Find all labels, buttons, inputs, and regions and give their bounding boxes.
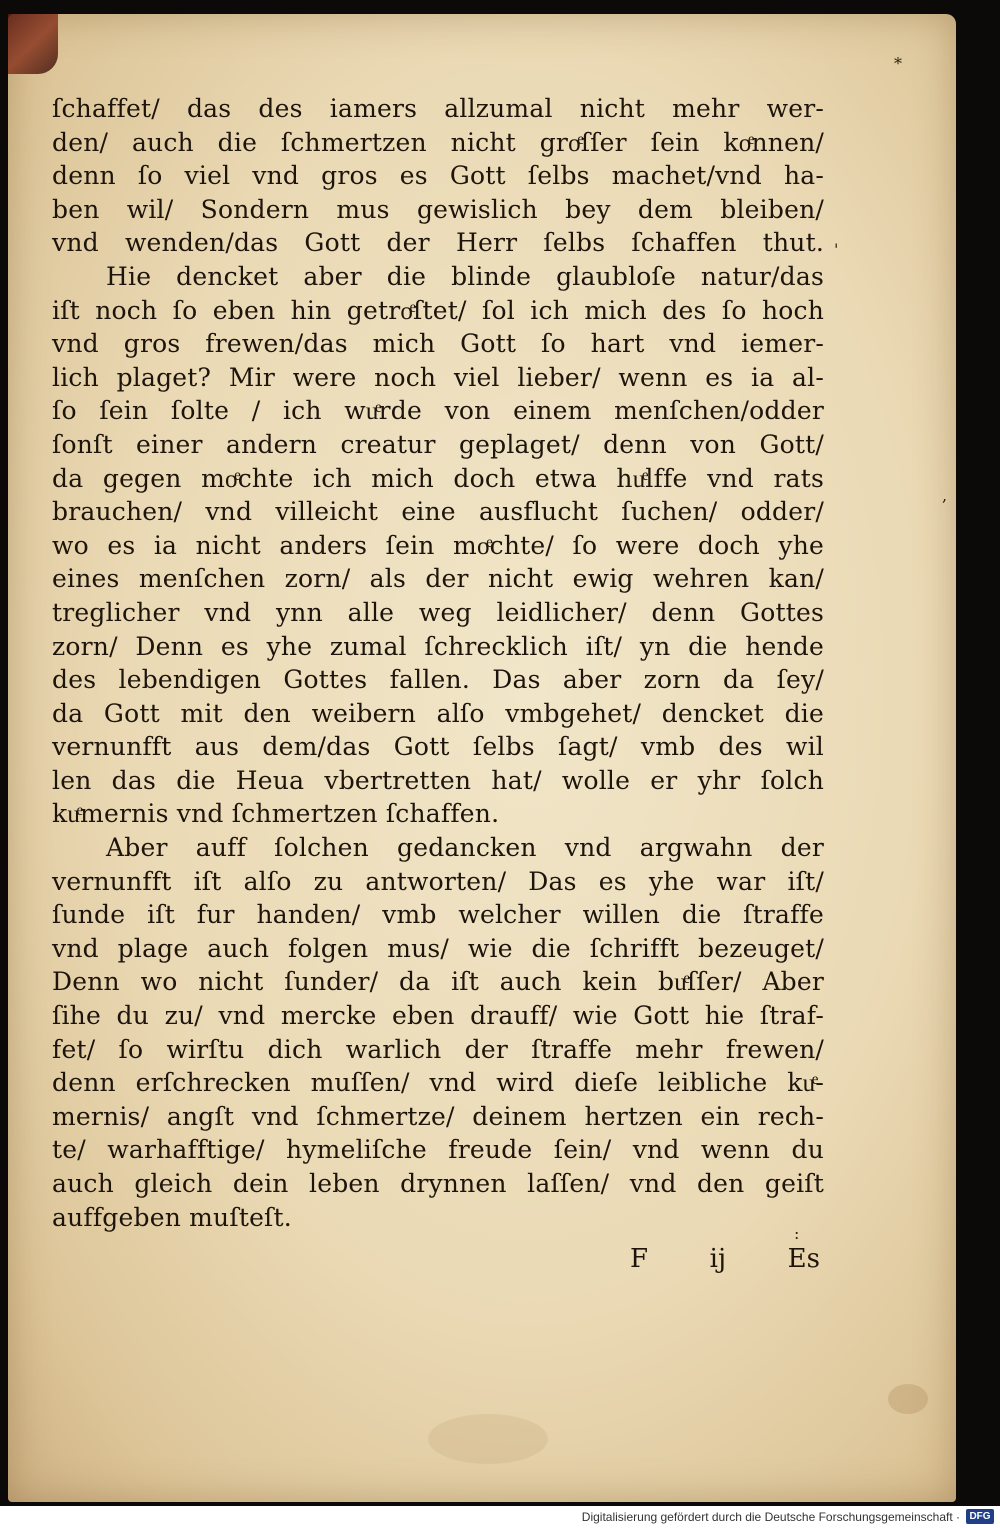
binding-edge	[8, 14, 58, 74]
dfg-logo: DFG	[966, 1509, 994, 1524]
margin-mark: '	[834, 240, 839, 259]
credit-bar	[0, 1506, 1000, 1528]
text-line: auch gleich dein leben drynnen laſſen/ vnd den geiſt	[52, 1169, 824, 1198]
text-line: ben wil/ Sondern mus gewislich bey dem bleiben/	[52, 194, 824, 224]
signature-line	[630, 1244, 820, 1274]
text-line: da gegen moͤchte ich mich doch etwa huͤlffe vnd rats	[52, 463, 824, 493]
text-line: brauchen/ vnd villeicht eine ausflucht ſuchen/ odder/	[52, 497, 824, 527]
text-line: zorn/ Denn es yhe zumal ſchrecklich iſt/ yn die hende	[52, 631, 824, 661]
text-line: des lebendigen Gottes fallen. Das aber zorn da ſey/	[52, 665, 824, 695]
text-line: ſchaffet/ das des iamers allzumal nicht mehr wer-	[52, 94, 824, 123]
paragraph-end-line: kuͤmernis vnd ſchmertzen ſchaffen.	[52, 799, 500, 829]
text-line: ſonſt einer andern creatur geplaget/ denn von Gott/	[52, 429, 824, 459]
text-line: vnd gros frewen/das mich Gott ſo hart vnd iemer-	[52, 329, 824, 359]
paper-stain	[428, 1414, 548, 1464]
text-line: da Gott mit den weibern alſo vmbgehet/ dencket die	[52, 698, 824, 728]
text-line: treglicher vnd ynn alle weg leidlicher/ denn Gottes	[52, 597, 824, 627]
catchword: Es	[787, 1244, 820, 1274]
signature-number: ij	[709, 1244, 727, 1274]
text-line: ſihe du zu/ vnd mercke eben drauff/ wie Gott hie ſtraf-	[52, 1001, 824, 1031]
margin-mark: ,	[942, 486, 948, 505]
body-text	[52, 92, 824, 1234]
text-line: fet/ ſo wirſtu dich warlich der ſtraffe mehr frewen/	[52, 1034, 824, 1064]
text-line: te/ warhafftige/ hymeliſche freude ſein/ vnd wenn du	[52, 1135, 824, 1165]
signature-mark: F	[630, 1244, 649, 1274]
text-line: mernis/ angſt vnd ſchmertze/ deinem hertzen ein rech-	[52, 1101, 824, 1131]
margin-mark: *	[894, 54, 902, 73]
text-line: Denn wo nicht ſunder/ da iſt auch kein buͤſſer/ Aber	[52, 967, 824, 997]
text-line: den/ auch die ſchmertzen nicht groͤſſer ſein koͤnnen/	[52, 127, 824, 157]
text-line: lich plaget? Mir were noch viel lieber/ wenn es ia al-	[52, 362, 824, 392]
text-line: denn ſo viel vnd gros es Gott ſelbs machet/vnd ha-	[52, 161, 824, 191]
text-line: wo es ia nicht anders ſein moͤchte/ ſo were doch yhe	[52, 530, 824, 560]
text-line: ſo ſein ſolte / ich wuͤrde von einem menſchen/odder	[52, 396, 824, 426]
text-line: len das die Heua vbertretten hat/ wolle er yhr ſolch	[52, 765, 824, 795]
funding-credit: Digitalisierung gefördert durch die Deutsche Forschungsgemeinschaft ·	[581, 1510, 960, 1524]
text-line: vnd plage auch folgen mus/ wie die ſchrifft bezeuget/	[52, 933, 824, 963]
paragraph-start-line: Aber auff ſolchen gedancken vnd argwahn der	[106, 833, 824, 863]
margin-mark: :	[794, 1224, 800, 1243]
text-line: vnd wenden/das Gott der Herr ſelbs ſchaffen thut.	[52, 228, 824, 258]
text-line: vernunfft iſt alſo zu antworten/ Das es yhe war iſt/	[52, 866, 824, 896]
paper-stain	[888, 1384, 928, 1414]
text-line: denn erſchrecken muſſen/ vnd wird dieſe leibliche kuͤ-	[52, 1068, 824, 1098]
text-line: ſunde iſt fur handen/ vmb welcher willen die ſtraffe	[52, 900, 824, 930]
paragraph-start-line: Hie dencket aber die blinde glaubloſe natur/das	[106, 261, 824, 291]
text-line: vernunfft aus dem/das Gott ſelbs ſagt/ vmb des wil	[52, 732, 824, 762]
text-line: eines menſchen zorn/ als der nicht ewig wehren kan/	[52, 564, 824, 594]
paragraph-end-line: auffgeben muſteſt.	[52, 1202, 292, 1232]
text-line: iſt noch ſo eben hin getroͤſtet/ ſol ich mich des ſo hoch	[52, 295, 824, 325]
